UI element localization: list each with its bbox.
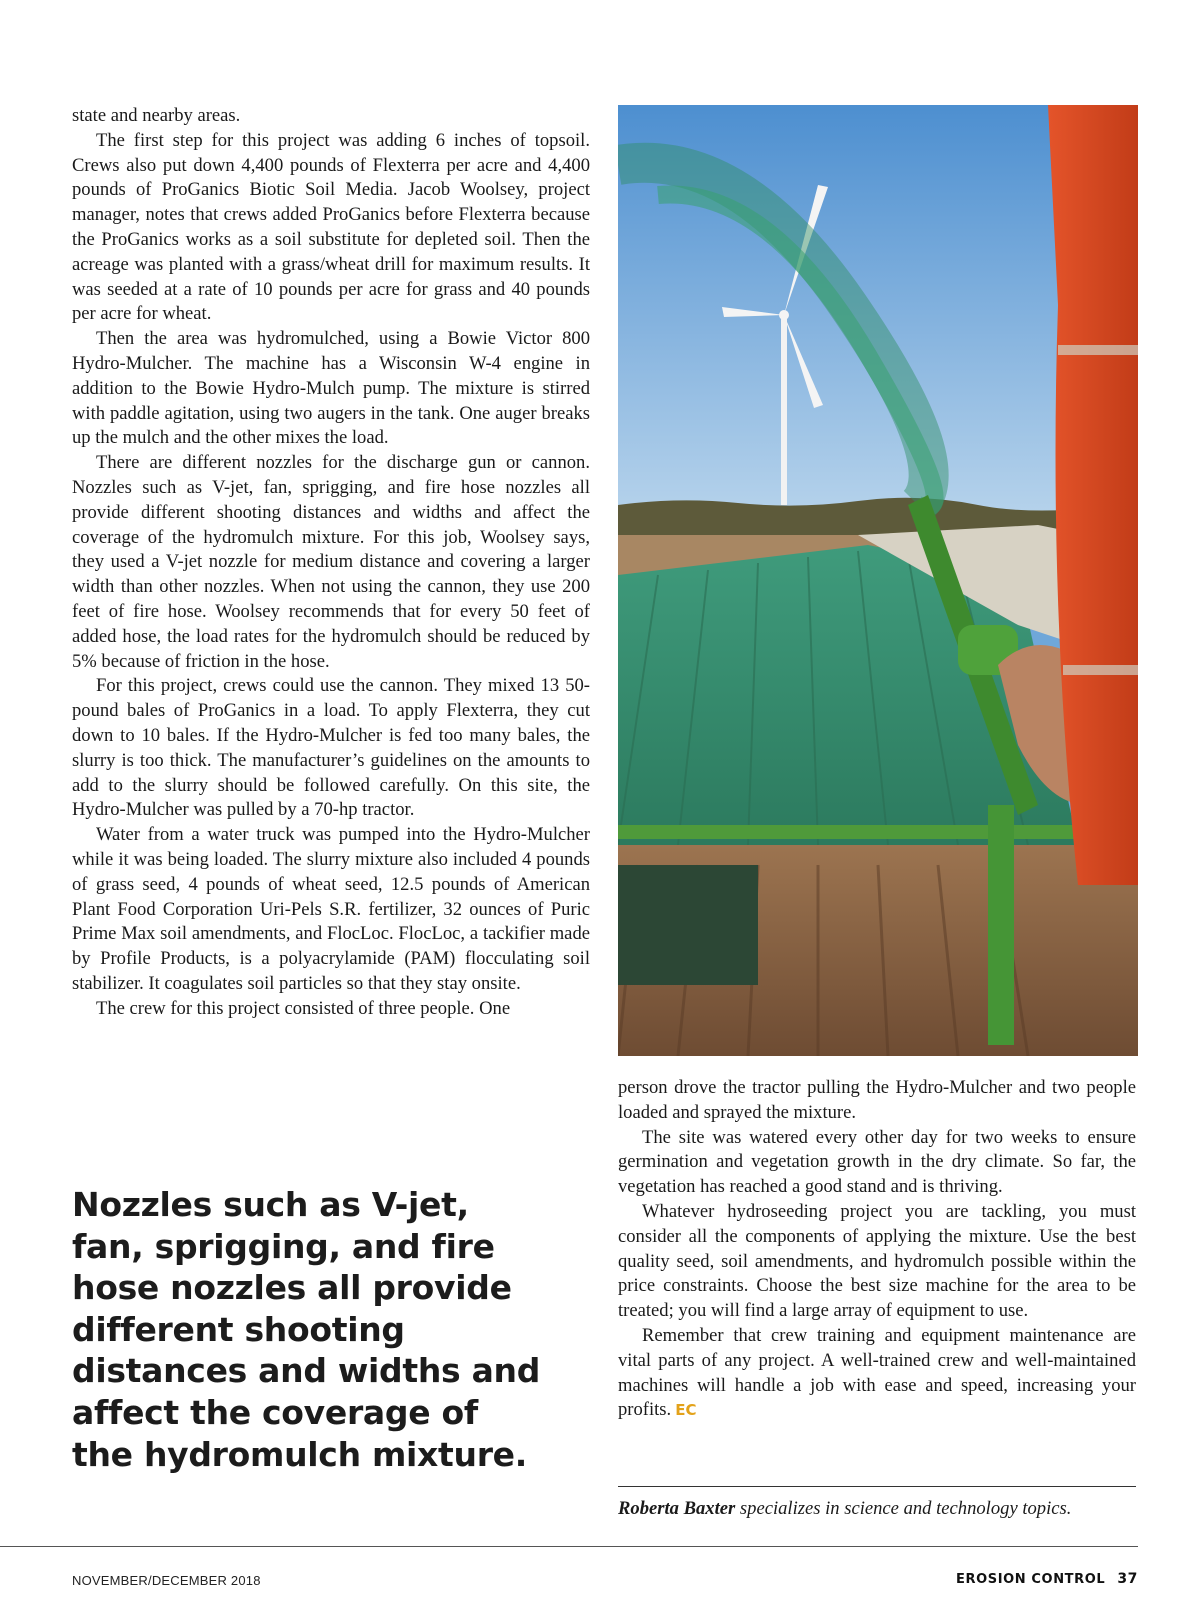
footer-divider	[0, 1546, 1138, 1547]
end-mark: EC	[675, 1401, 697, 1420]
author-bio	[618, 1497, 1136, 1521]
photo-illustration	[618, 105, 1138, 1056]
hydromulch-photo	[618, 105, 1138, 1056]
paragraph: state and nearby areas.	[72, 105, 241, 126]
bio-divider	[618, 1486, 1136, 1487]
magazine-name: EROSION CONTROL	[956, 1572, 1106, 1587]
article-column-left	[72, 104, 590, 1021]
paragraph: The first step for this project was adding 6 inches of topsoil. Crews also put down 4,400 pounds of Flexterra per acre and 4,400 pounds of ProGanics Biotic Soil Media. Jacob Woolsey, project manager, notes that crews added ProGanics before Flexterra because the ProGanics works as a soil substitute for depleted soil. Then the acreage was planted with a grass/wheat drill for maximum results. It was seeded at a rate of 10 pounds per acre for grass and 40 pounds per acre for wheat.	[72, 129, 590, 325]
paragraph: Then the area was hydromulched, using a Bowie Victor 800 Hydro-Mulcher. The machine has a Wisconsin W-4 engine in addition to the Bowie Hydro-Mulch pump. The mixture is stirred with paddle agitation, using two augers in the tank. One auger breaks up the mulch and the other mixes the load.	[72, 328, 590, 449]
paragraph-final	[618, 1324, 1136, 1423]
article-column-right	[618, 1076, 1136, 1423]
author-bio-text: specializes in science and technology topics.	[739, 1498, 1072, 1519]
running-footer	[956, 1571, 1138, 1587]
paragraph: Whatever hydroseeding project you are tackling, you must consider all the components of applying the mixture. Use the best quality seed, soil amendments, and hydromulch possible within the price constraints. Choose the best size machine for the area to be treated; you will find a large array of equipment to use.	[618, 1200, 1136, 1322]
page-number: 37	[1117, 1571, 1138, 1587]
paragraph: For this project, crews could use the cannon. They mixed 13 50-pound bales of ProGanics in a load. To apply Flexterra, they cut down to 10 bales. If the Hydro-Mulcher is fed too many bales, the slurry is too thick. The manufacturer’s guidelines on the amounts to add to the slurry should be followed carefully. On this site, the Hydro-Mulcher was pulled by a 70-hp tractor.	[72, 675, 590, 821]
paragraph: The crew for this project consisted of three people. One	[96, 997, 511, 1019]
paragraph: Water from a water truck was pumped into the Hydro-Mulcher while it was being loaded. The slurry mixture also included 4 pounds of grass seed, 4 pounds of wheat seed, 12.5 pounds of American Plant Food Corporation Uri-Pels S.R. fertilizer, 32 ounces of Puric Prime Max soil amendments, and FlocLoc. FlocLoc, a tackifier made by Profile Products, is a polyacrylamide (PAM) flocculating soil stabilizer. It coagulates soil particles so that they stay onsite.	[72, 824, 590, 994]
paragraph: person drove the tractor pulling the Hydro-Mulcher and two people loaded and sprayed the mixture.	[618, 1077, 1136, 1123]
paragraph: The site was watered every other day for two weeks to ensure germination and vegetation growth in the dry climate. So far, the vegetation has reached a good stand and is thriving.	[618, 1126, 1136, 1198]
issue-date: NOVEMBER/DECEMBER 2018	[72, 1573, 261, 1588]
author-name: Roberta Baxter	[618, 1498, 736, 1519]
paragraph-final-text: Remember that crew training and equipment maintenance are vital parts of any project. A well-trained crew and well-maintained machines will handle a job with ease and speed, increasing your profits.	[618, 1324, 1136, 1421]
pull-quote: Nozzles such as V-jet, fan, sprigging, and fire hose nozzles all provide different shooting distances and widths and affect the coverage of the hydromulch mixture.	[72, 1185, 541, 1474]
paragraph: There are different nozzles for the discharge gun or cannon. Nozzles such as V-jet, fan, sprigging, and fire hose nozzles all provide different shooting distances and widths and affect the coverage of the hydromulch mixture. For this job, Woolsey says, they used a V-jet nozzle for medium distance and covering a larger width than other nozzles. When not using the cannon, they use 200 feet of fire hose. Woolsey recommends that for every 50 feet of added hose, the load rates for the hydromulch should be reduced by 5% because of friction in the hose.	[72, 452, 590, 672]
